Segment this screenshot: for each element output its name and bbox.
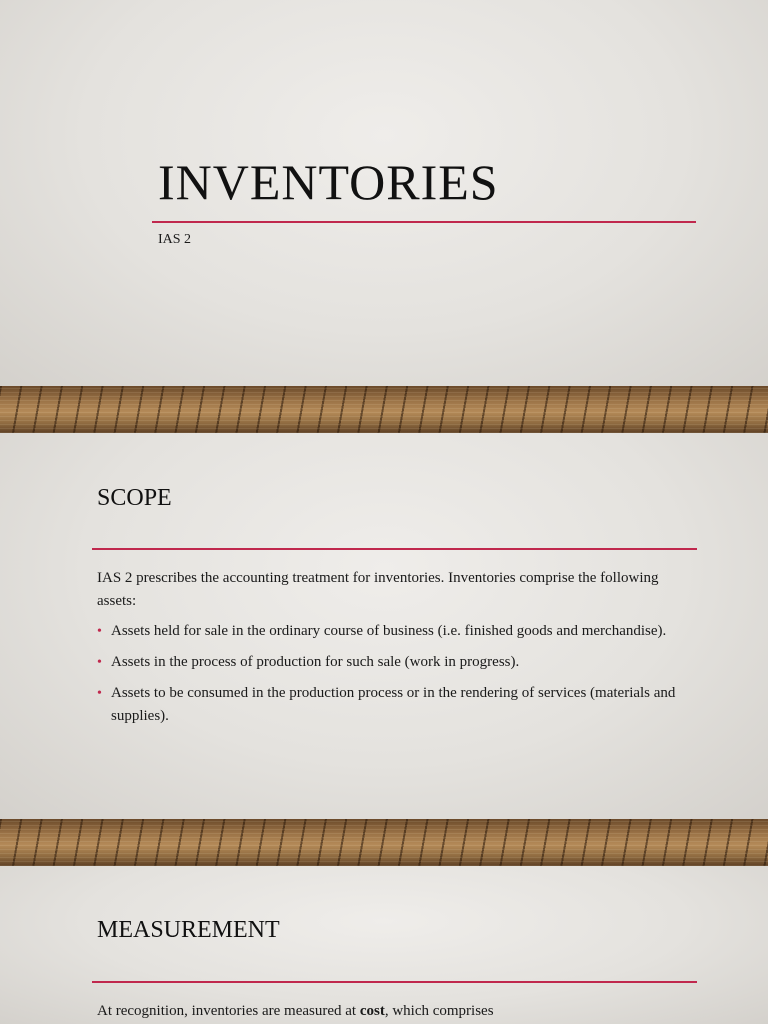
scope-heading: SCOPE <box>97 485 172 511</box>
list-item <box>97 682 697 728</box>
bullet-icon: • <box>97 686 102 701</box>
measurement-intro-text-end: , which comprises <box>384 1003 494 1019</box>
scope-intro: IAS 2 prescribes the accounting treatment for inventories. Inventories comprise the following assets: <box>97 570 659 609</box>
scope-bullet-list <box>97 620 697 736</box>
list-item <box>97 651 697 674</box>
slide-title-heading: INVENTORIES <box>158 154 499 210</box>
measurement-intro-bold: cost <box>359 1003 385 1019</box>
measurement-divider <box>92 981 697 983</box>
title-divider <box>152 221 696 223</box>
bullet-icon: • <box>97 655 102 670</box>
wood-floor-decoration <box>0 386 768 433</box>
slide-title <box>0 0 768 386</box>
bullet-text: Assets in the process of production for such sale (work in progress). <box>111 654 520 670</box>
measurement-intro-text: At recognition, inventories are measured at <box>97 1003 360 1019</box>
wood-floor-decoration <box>0 819 768 866</box>
slide-subtitle: IAS 2 <box>158 232 192 247</box>
bullet-text: Assets to be consumed in the production process or in the rendering of services (materials and supplies). <box>111 685 676 724</box>
bullet-text: Assets held for sale in the ordinary course of business (i.e. finished goods and merchandise). <box>111 623 667 639</box>
measurement-heading: MEASUREMENT <box>97 917 280 943</box>
bullet-icon: • <box>97 624 102 639</box>
scope-divider <box>92 548 697 550</box>
slide-measurement <box>0 866 768 1024</box>
slide-scope <box>0 433 768 819</box>
measurement-intro <box>97 1000 697 1023</box>
list-item <box>97 620 697 643</box>
